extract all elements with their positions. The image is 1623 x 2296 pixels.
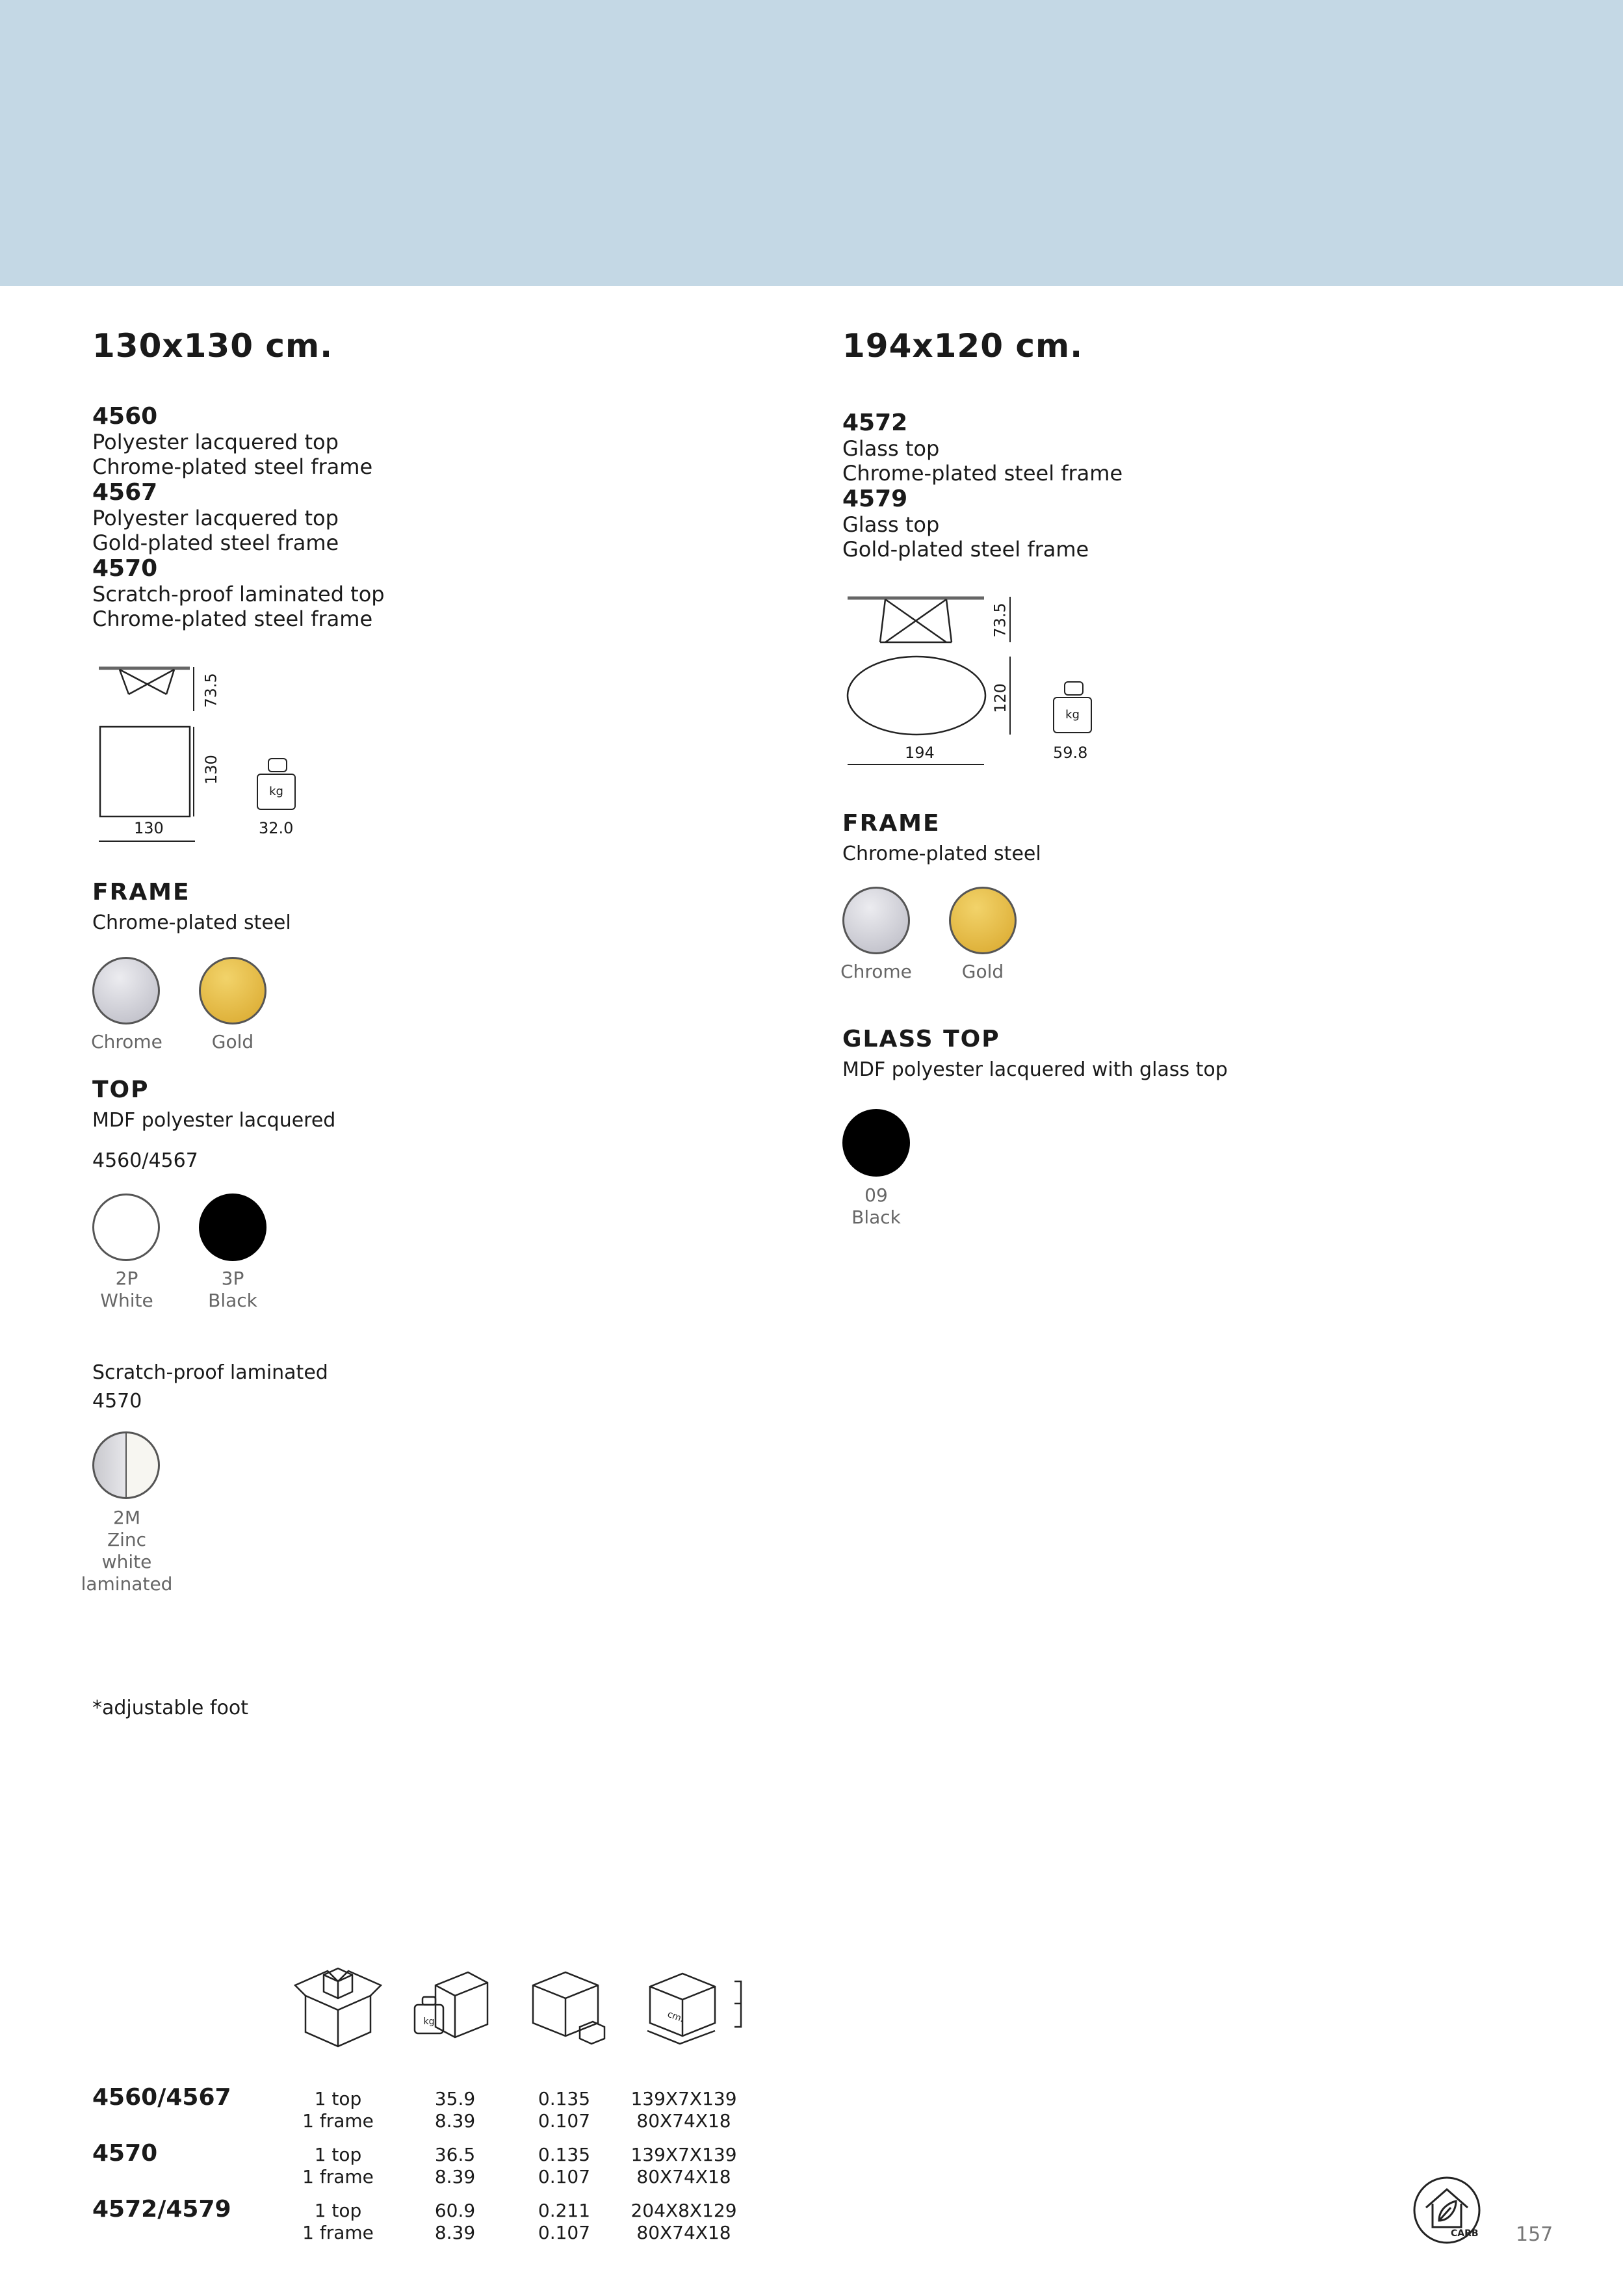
chrome-swatch (92, 957, 160, 1024)
product-desc: Chrome-plated steel frame (842, 461, 1123, 486)
kg-label: kg (257, 774, 296, 810)
spec-row-code: 4560/4567 (92, 2084, 231, 2111)
spec-row-code: 4570 (92, 2140, 158, 2167)
product-code: 4567 (92, 479, 158, 506)
left-product-list (92, 403, 385, 631)
product-code: 4560 (92, 403, 158, 430)
weight-value: 59.8 (1053, 744, 1088, 762)
cm-text: cm. (666, 2009, 686, 2025)
product-desc: Scratch-proof laminated top (92, 582, 385, 607)
spec-dimensions: 139X7X139 80X74X18 (630, 2088, 737, 2132)
laminated-code: 4570 (92, 1390, 142, 1413)
dimensions-icon (643, 1963, 747, 2054)
spec-row-code: 4572/4579 (92, 2196, 231, 2223)
swatch-code: 2P (115, 1268, 138, 1289)
product-code: 4579 (842, 486, 908, 512)
frame-title: FRAME (842, 810, 941, 837)
top-title: TOP (92, 1076, 149, 1103)
spec-dimensions: 204X8X129 80X74X18 (630, 2200, 737, 2243)
weight-box-icon (409, 1966, 494, 2048)
black-swatch (199, 1194, 266, 1261)
width-dimension: 194 (905, 744, 935, 762)
glass-top-title: GLASS TOP (842, 1026, 1000, 1052)
carb-text: CARB (1451, 2228, 1479, 2239)
product-desc: Chrome-plated steel frame (92, 607, 373, 631)
swatch-label: Gold (961, 961, 1004, 982)
swatch-label: White (100, 1290, 153, 1311)
height-dimension: 73.5 (991, 603, 1009, 638)
product-code: 4570 (92, 555, 158, 582)
swatch-label: white (101, 1551, 152, 1572)
spec-volume: 0.211 0.107 (538, 2200, 591, 2243)
product-desc: Gold-plated steel frame (842, 537, 1089, 562)
spec-weight: 36.5 8.39 (434, 2144, 476, 2187)
frame-subtitle: Chrome-plated steel (842, 842, 1041, 865)
header-band (0, 0, 1623, 286)
top-group-label: 4560/4567 (92, 1149, 198, 1172)
swatch-label: Zinc (107, 1529, 147, 1550)
weight-value: 32.0 (259, 819, 294, 837)
white-swatch (92, 1194, 160, 1261)
swatch-label: Chrome (840, 961, 912, 982)
height-dimension: 73.5 (201, 673, 220, 708)
swatch-label: Gold (211, 1031, 254, 1052)
right-size-title: 194x120 cm. (842, 327, 1084, 365)
spec-volume: 0.135 0.107 (538, 2144, 591, 2187)
product-desc: Glass top (842, 512, 940, 537)
swatch-code: 2M (113, 1507, 140, 1528)
spec-items: 1 top 1 frame (302, 2200, 374, 2243)
product-desc: Polyester lacquered top (92, 430, 339, 454)
gold-swatch (949, 887, 1017, 954)
swatch-label: Black (851, 1207, 901, 1228)
weight-icon (1053, 681, 1092, 740)
oval-table-drawing (844, 590, 1052, 772)
kg-text: kg (423, 2016, 435, 2027)
depth-dimension: 130 (201, 755, 220, 785)
volume-icon (528, 1966, 612, 2048)
spec-items: 1 top 1 frame (302, 2088, 374, 2132)
product-code: 4572 (842, 410, 908, 436)
right-product-list (842, 410, 1123, 562)
depth-dimension: 120 (991, 683, 1009, 713)
weight-icon (257, 758, 296, 816)
swatch-label: Black (208, 1290, 257, 1311)
packages-icon (292, 1957, 383, 2048)
product-desc: Chrome-plated steel frame (92, 454, 373, 479)
product-desc: Glass top (842, 436, 940, 461)
footnote: *adjustable foot (92, 1697, 248, 1719)
laminated-label: Scratch-proof laminated (92, 1361, 328, 1384)
product-desc: Gold-plated steel frame (92, 530, 339, 555)
page-number: 157 (1516, 2223, 1553, 2246)
spec-volume: 0.135 0.107 (538, 2088, 591, 2132)
left-size-title: 130x130 cm. (92, 327, 333, 365)
spec-dimensions: 139X7X139 80X74X18 (630, 2144, 737, 2187)
product-desc: Polyester lacquered top (92, 506, 339, 530)
kg-label: kg (1053, 697, 1092, 733)
glass-top-subtitle: MDF polyester lacquered with glass top (842, 1058, 1228, 1081)
chrome-swatch (842, 887, 910, 954)
zinc-white-swatch (92, 1431, 160, 1499)
gold-swatch (199, 957, 266, 1024)
spec-weight: 35.9 8.39 (434, 2088, 476, 2132)
frame-subtitle: Chrome-plated steel (92, 911, 291, 934)
swatch-label: Chrome (91, 1031, 162, 1052)
frame-title: FRAME (92, 879, 190, 906)
spec-items: 1 top 1 frame (302, 2144, 374, 2187)
spec-weight: 60.9 8.39 (434, 2200, 476, 2243)
swatch-label: laminated (81, 1573, 173, 1595)
width-dimension: 130 (134, 819, 164, 837)
swatch-code: 09 (864, 1184, 888, 1206)
top-subtitle: MDF polyester lacquered (92, 1109, 336, 1132)
black-swatch (842, 1109, 910, 1177)
swatch-code: 3P (221, 1268, 244, 1289)
carb-logo-icon (1410, 2171, 1488, 2249)
